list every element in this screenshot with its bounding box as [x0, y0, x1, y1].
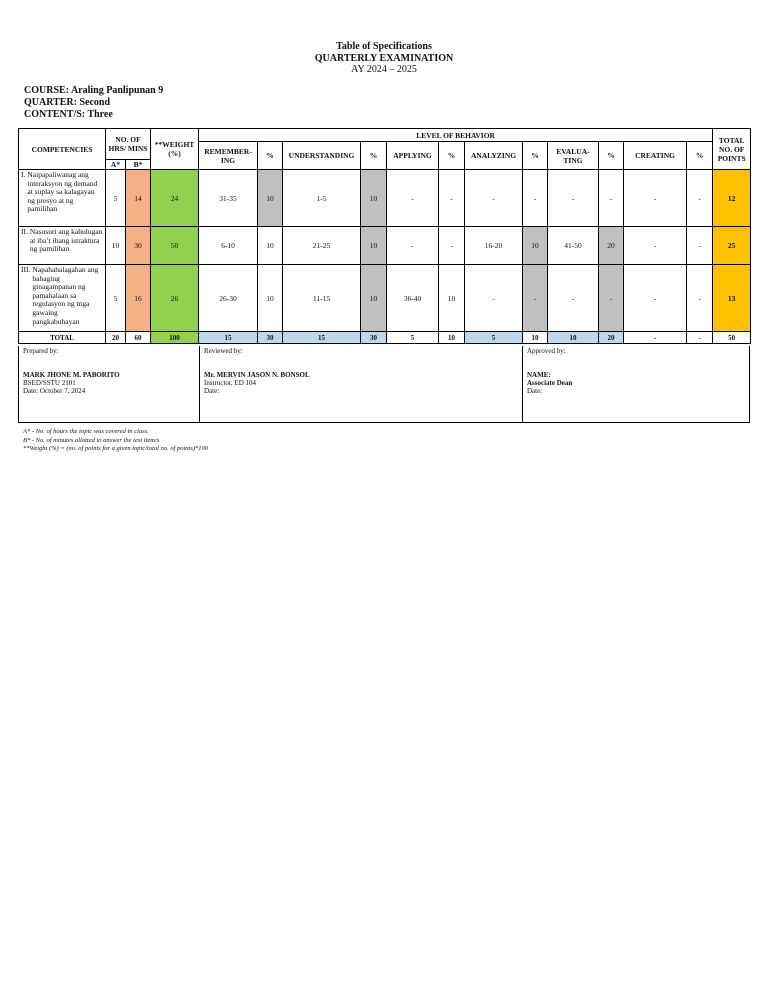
- footnote-weight: **Weight (%) = (no. of points for a given topic/total no. of points)*100: [23, 445, 209, 452]
- understanding-pct-cell: 10: [361, 265, 387, 332]
- total-points-cell: 12: [713, 170, 751, 227]
- totals-weight: 100: [151, 332, 199, 344]
- approved-by-section: [523, 346, 750, 422]
- header-pct: %: [258, 142, 283, 170]
- evaluating-pct-cell: 20: [599, 227, 624, 265]
- remembering-cell: 26-30: [199, 265, 258, 332]
- reviewer-name: Mr. MERVIN JASON N. BONSOL: [204, 371, 310, 379]
- applying-pct-cell: 10: [439, 265, 465, 332]
- table-row: [19, 170, 751, 227]
- understanding-cell: 1-5: [283, 170, 361, 227]
- header-a: A*: [106, 160, 126, 170]
- approved-by-label: Approved by:: [527, 347, 566, 355]
- creating-pct-cell: -: [687, 227, 713, 265]
- preparer-name: MARK JHONE M. PABORITO: [23, 371, 120, 379]
- approver-title: Associate Dean: [527, 379, 573, 387]
- table-row: [19, 265, 751, 332]
- totals-creating: -: [624, 332, 687, 344]
- applying-cell: -: [387, 227, 439, 265]
- header-pct: %: [361, 142, 387, 170]
- totals-applying-pct: 10: [439, 332, 465, 344]
- applying-pct-cell: -: [439, 170, 465, 227]
- creating-cell: -: [624, 227, 687, 265]
- totals-points: 50: [713, 332, 751, 344]
- footnotes: [23, 428, 208, 454]
- preparer-program: BSED/SSTU 2101: [23, 379, 76, 387]
- prepared-by-section: [19, 346, 200, 422]
- remembering-pct-cell: 10: [258, 170, 283, 227]
- competency-number: III.: [21, 265, 31, 274]
- totals-remembering-pct: 30: [258, 332, 283, 344]
- competency-number: I.: [21, 170, 26, 179]
- evaluating-pct-cell: -: [599, 265, 624, 332]
- quarter-line: QUARTER: Second: [24, 97, 111, 108]
- weight-cell: 24: [151, 170, 199, 227]
- hours-cell: 5: [106, 265, 126, 332]
- totals-minutes: 60: [126, 332, 151, 344]
- approver-name: NAME:: [527, 371, 551, 379]
- document-header: [0, 41, 768, 76]
- creating-cell: -: [624, 170, 687, 227]
- creating-pct-cell: -: [687, 170, 713, 227]
- totals-analyzing-pct: 10: [523, 332, 548, 344]
- totals-understanding-pct: 30: [361, 332, 387, 344]
- header-total-points: TOTAL NO. OF POINTS: [713, 129, 751, 170]
- remembering-pct-cell: 10: [258, 227, 283, 265]
- course-info: [24, 85, 163, 121]
- understanding-pct-cell: 10: [361, 170, 387, 227]
- applying-cell: -: [387, 170, 439, 227]
- minutes-cell: 30: [126, 227, 151, 265]
- creating-pct-cell: -: [687, 265, 713, 332]
- header-applying: APPLYING: [387, 142, 439, 170]
- totals-analyzing: 5: [465, 332, 523, 344]
- analyzing-pct-cell: -: [523, 265, 548, 332]
- exam-title: QUARTERLY EXAMINATION: [314, 52, 454, 64]
- approver-date: Date:: [527, 387, 543, 395]
- evaluating-cell: -: [548, 265, 599, 332]
- header-pct: %: [523, 142, 548, 170]
- content-line: CONTENT/S: Three: [24, 109, 113, 120]
- reviewed-by-section: [200, 346, 523, 422]
- totals-creating-pct: -: [687, 332, 713, 344]
- remembering-cell: 6-10: [199, 227, 258, 265]
- totals-row: [19, 332, 751, 344]
- totals-applying: 5: [387, 332, 439, 344]
- header-analyzing: ANALYZING: [465, 142, 523, 170]
- reviewer-title: Instructor, ED 104: [204, 379, 257, 387]
- hours-cell: 10: [106, 227, 126, 265]
- hours-cell: 5: [106, 170, 126, 227]
- footnote-b: B* - No. of minutes allotted to answer the test item/s: [23, 436, 160, 444]
- header-remembering: REMEMBER-ING: [199, 142, 258, 170]
- header-pct: %: [599, 142, 624, 170]
- header-creating: CREATING: [624, 142, 687, 170]
- total-points-cell: 25: [713, 227, 751, 265]
- header-understanding: UNDERSTANDING: [283, 142, 361, 170]
- totals-evaluating: 10: [548, 332, 599, 344]
- totals-evaluating-pct: 20: [599, 332, 624, 344]
- header-pct: %: [439, 142, 465, 170]
- reviewer-date: Date:: [204, 387, 220, 395]
- header-hrs-mins: NO. OF HRS/ MINS: [106, 129, 151, 160]
- totals-understanding: 15: [283, 332, 361, 344]
- competency-cell: [19, 170, 106, 227]
- preparer-date: Date: October 7, 2024: [23, 387, 86, 395]
- header-pct: %: [687, 142, 713, 170]
- header-level-of-behavior: LEVEL OF BEHAVIOR: [199, 129, 713, 142]
- understanding-cell: 11-15: [283, 265, 361, 332]
- minutes-cell: 16: [126, 265, 151, 332]
- total-points-cell: 13: [713, 265, 751, 332]
- footnote-a: A* - No. of hours the topic was covered in class.: [23, 428, 149, 435]
- document-title: Table of Specifications: [336, 41, 432, 52]
- evaluating-cell: -: [548, 170, 599, 227]
- competency-text: Nasusuri ang kahulugan at iba’t ibang istraktura ng pamilihan: [29, 227, 103, 254]
- analyzing-cell: 16-20: [465, 227, 523, 265]
- header-weight: **WEIGHT (%): [151, 129, 199, 170]
- header-evaluating: EVALUA-TING: [548, 142, 599, 170]
- header-b: B*: [126, 160, 151, 170]
- competency-cell: [19, 227, 106, 265]
- weight-cell: 50: [151, 227, 199, 265]
- analyzing-pct-cell: 10: [523, 227, 548, 265]
- header-competencies: COMPETENCIES: [19, 129, 106, 170]
- weight-cell: 26: [151, 265, 199, 332]
- applying-pct-cell: -: [439, 227, 465, 265]
- understanding-pct-cell: 10: [361, 227, 387, 265]
- competency-cell: [19, 265, 106, 332]
- analyzing-cell: -: [465, 265, 523, 332]
- signature-block: [18, 346, 750, 423]
- creating-cell: -: [624, 265, 687, 332]
- totals-hours: 20: [106, 332, 126, 344]
- analyzing-pct-cell: -: [523, 170, 548, 227]
- remembering-pct-cell: 10: [258, 265, 283, 332]
- minutes-cell: 14: [126, 170, 151, 227]
- totals-label: TOTAL: [19, 332, 106, 344]
- competency-text: Napahahalagahan ang bahaging ginagampanan ng pamahalaan sa regulasyon ng mga gawaing pangkabuhayan: [32, 265, 99, 326]
- remembering-cell: 31-35: [199, 170, 258, 227]
- evaluating-pct-cell: -: [599, 170, 624, 227]
- table-row: [19, 227, 751, 265]
- course-line: COURSE: Araling Panlipunan 9: [24, 85, 164, 96]
- competency-number: II.: [21, 227, 28, 236]
- evaluating-cell: 41-50: [548, 227, 599, 265]
- analyzing-cell: -: [465, 170, 523, 227]
- understanding-cell: 21-25: [283, 227, 361, 265]
- reviewed-by-label: Reviewed by:: [204, 347, 243, 355]
- specifications-table: [18, 128, 751, 344]
- prepared-by-label: Prepared by:: [23, 347, 59, 355]
- totals-remembering: 15: [199, 332, 258, 344]
- competency-text: Naipapaliwanag ang interaksyon ng demand at suplay sa kalagayan ng presyo at ng pamilihan: [27, 170, 98, 214]
- applying-cell: 36-40: [387, 265, 439, 332]
- academic-year: AY 2024 – 2025: [351, 64, 417, 75]
